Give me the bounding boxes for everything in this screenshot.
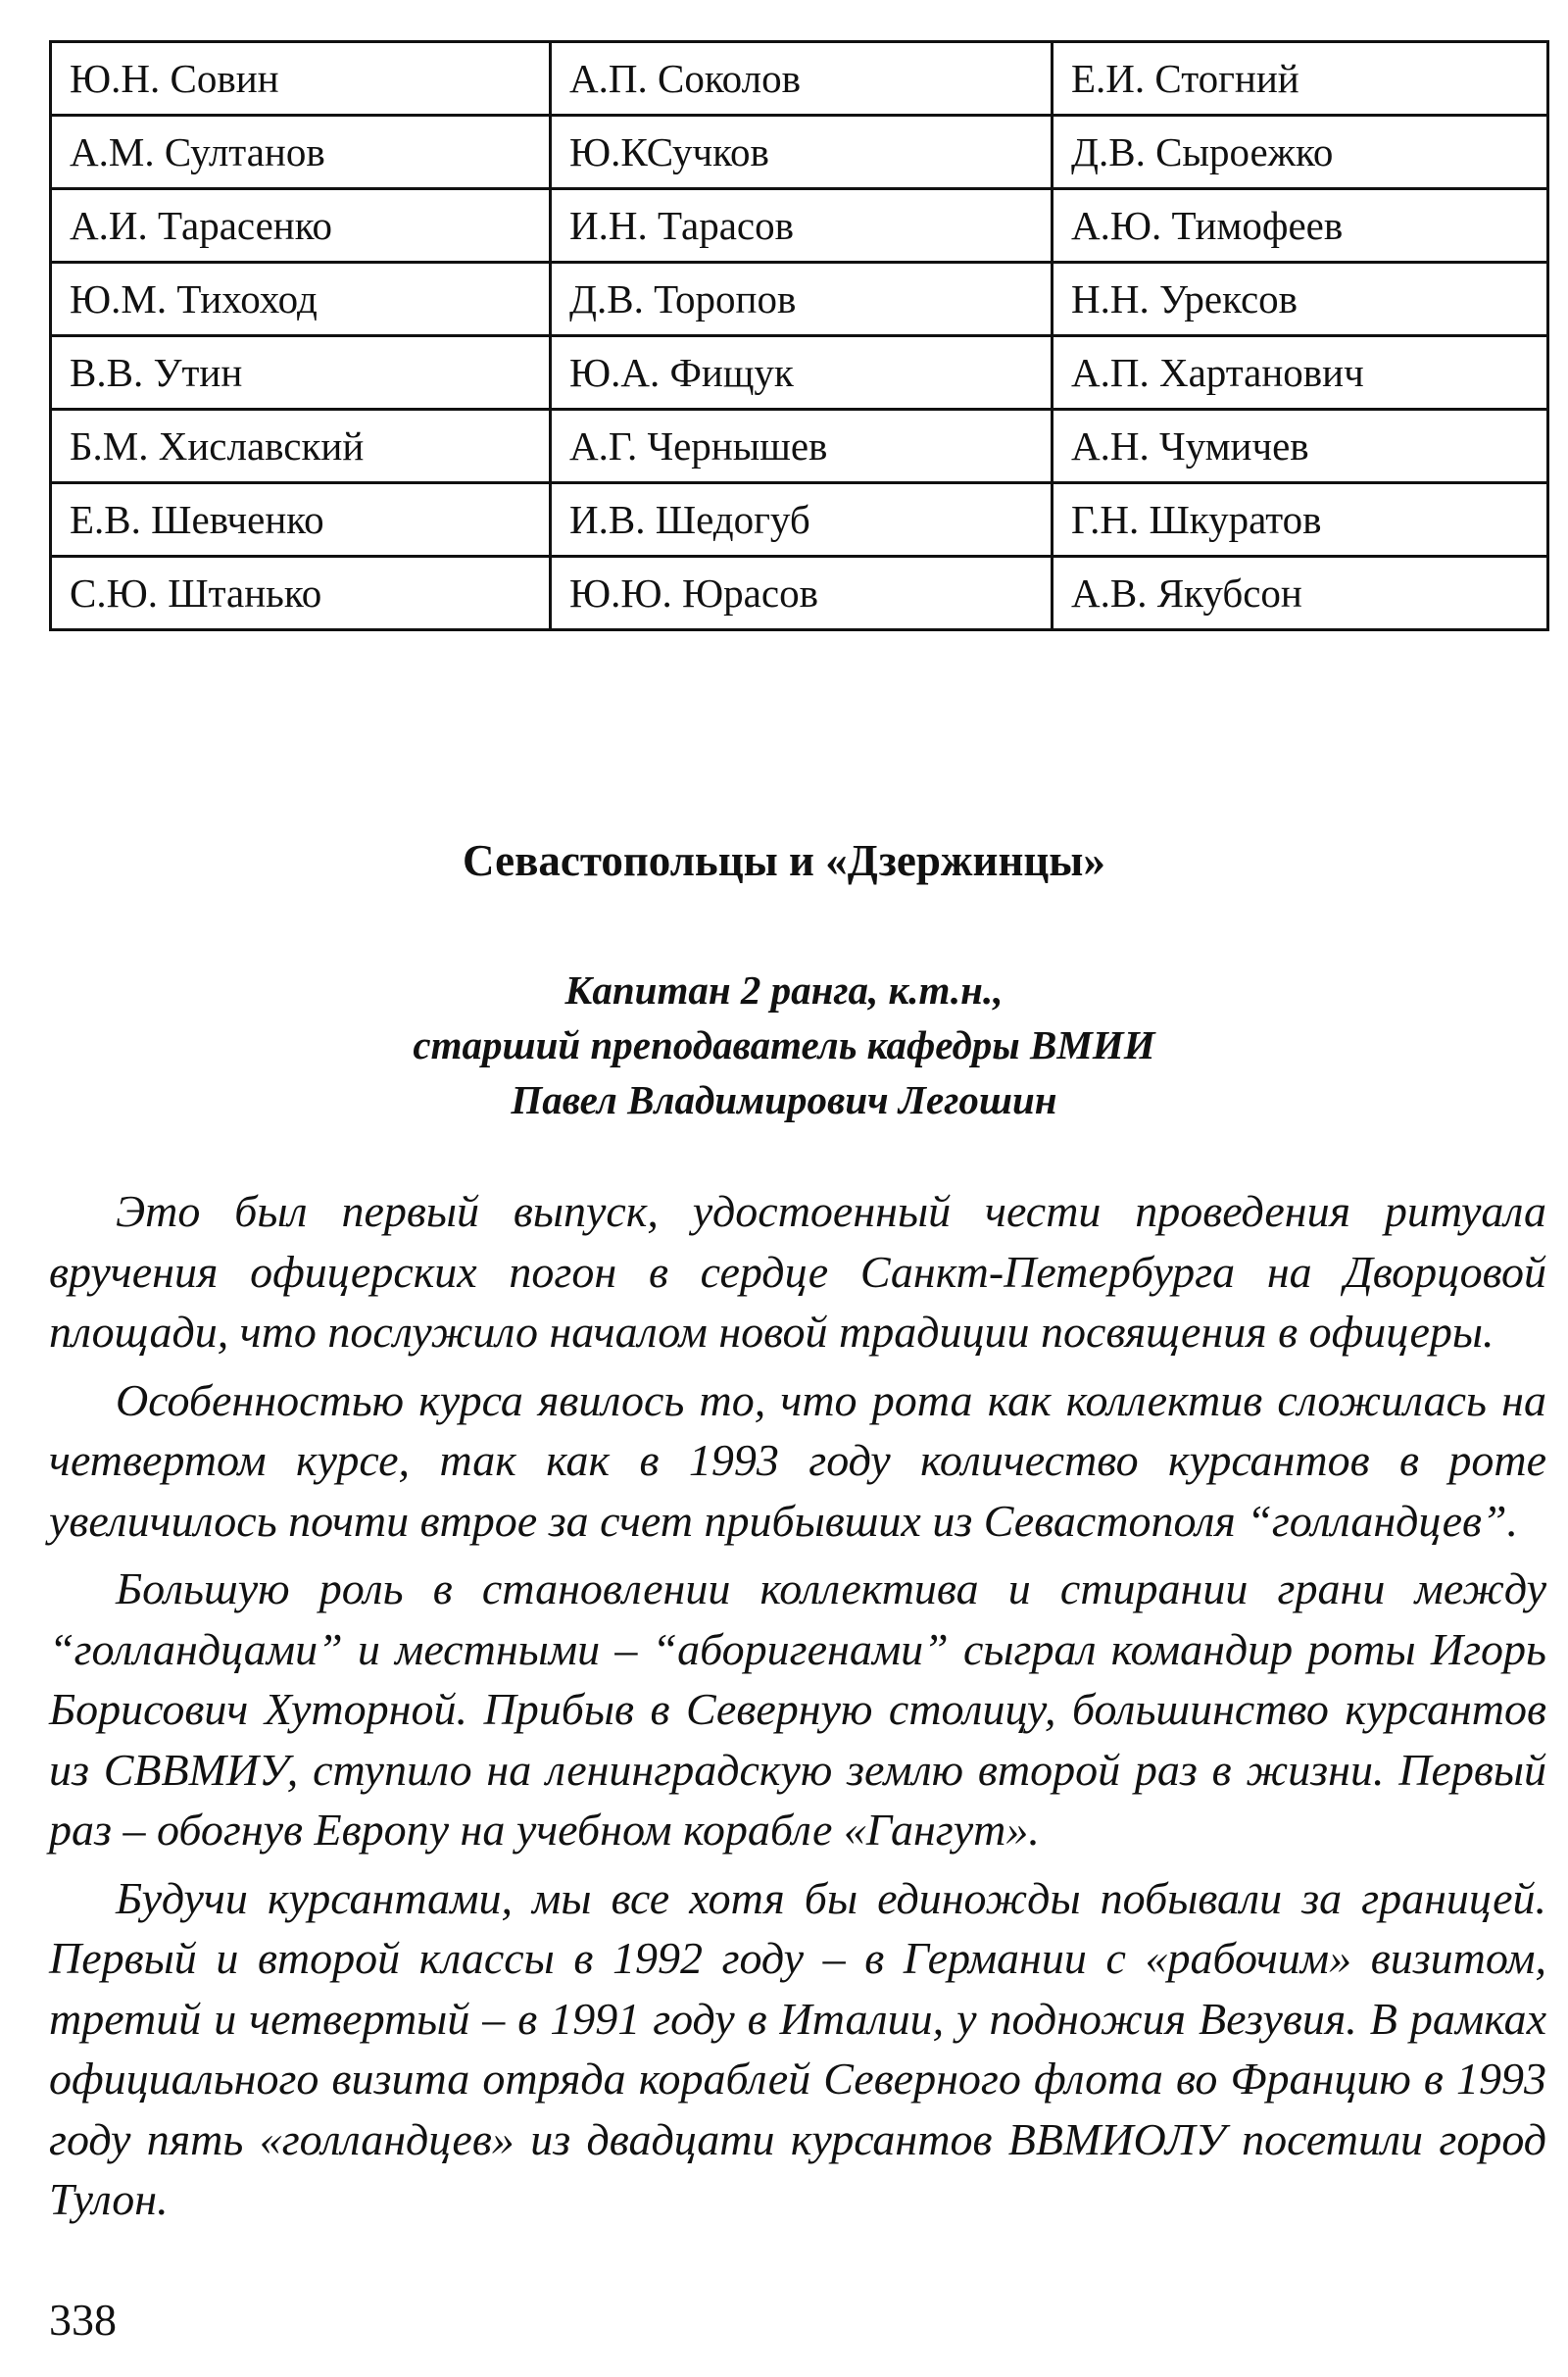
table-cell: В.В. Утин <box>51 336 551 410</box>
paragraph: Это был первый выпуск, удостоенный чести проведения ритуала вручения офицерских погон в сердце Санкт-Петербурга на Дворцовой площади, что послужило началом новой традиции посвящения в офицеры. <box>49 1186 1546 1357</box>
names-table <box>49 40 1549 631</box>
table-cell: А.В. Якубсон <box>1053 557 1548 630</box>
table-row <box>51 42 1548 116</box>
table-row <box>51 189 1548 263</box>
table-cell: А.П. Соколов <box>551 42 1053 116</box>
table-cell: И.В. Шедогуб <box>551 483 1053 557</box>
author-byline <box>0 963 1568 1127</box>
table-cell: Ю.М. Тихоход <box>51 263 551 336</box>
table-row <box>51 116 1548 189</box>
table-row <box>51 263 1548 336</box>
table-cell: Ю.КСучков <box>551 116 1053 189</box>
table-cell: Д.В. Торопов <box>551 263 1053 336</box>
paragraph: Будучи курсантами, мы все хотя бы единожды побывали за границей. Первый и второй классы в 1992 году – в Германии с «рабочим» визитом, третий и четвертый – в 1991 году в Италии, у подножия Везувия. В рамках официального визита отряда кораблей Северного флота во Францию в 1993 году пять «голландцев» из двадцати курсантов ВВМИОЛУ посетили город Тулон. <box>49 1872 1546 2224</box>
table-cell: А.И. Тарасенко <box>51 189 551 263</box>
table-cell: А.Ю. Тимофеев <box>1053 189 1548 263</box>
author-position: старший преподаватель кафедры ВМИИ <box>413 1022 1155 1067</box>
table-row <box>51 410 1548 483</box>
table-row <box>51 336 1548 410</box>
page-number: 338 <box>49 2295 117 2345</box>
author-name: Павел Владимирович Легошин <box>511 1077 1057 1122</box>
table-cell: Д.В. Сыроежко <box>1053 116 1548 189</box>
table-cell: А.П. Хартанович <box>1053 336 1548 410</box>
author-rank: Капитан 2 ранга, к.т.н., <box>564 967 1004 1013</box>
table-row <box>51 483 1548 557</box>
table-cell: Ю.Ю. Юрасов <box>551 557 1053 630</box>
table-cell: С.Ю. Штанько <box>51 557 551 630</box>
table-cell: Ю.Н. Совин <box>51 42 551 116</box>
article-body <box>49 1181 1546 2238</box>
table-cell: Г.Н. Шкуратов <box>1053 483 1548 557</box>
table-cell: А.Н. Чумичев <box>1053 410 1548 483</box>
table-cell: Б.М. Хиславский <box>51 410 551 483</box>
table-cell: Е.И. Стогний <box>1053 42 1548 116</box>
paragraph: Особенностью курса явилось то, что рота как коллектив сложилась на четвертом курсе, так как в 1993 году количество курсантов в роте увеличилось почти втрое за счет прибывших из Севастополя “голландцев”. <box>49 1374 1546 1546</box>
table-cell: Ю.А. Фищук <box>551 336 1053 410</box>
table-cell: Н.Н. Урексов <box>1053 263 1548 336</box>
paragraph: Большую роль в становлении коллектива и стирании грани между “голландцами” и местными – “аборигенами” сыграл командир роты Игорь Борисович Хуторной. Прибыв в Северную столицу, большинство курсантов из СВВМИУ, ступило на ленинградскую землю второй раз в жизни. Первый раз – обогнув Европу на учебном корабле «Гангут». <box>49 1563 1546 1855</box>
table-cell: А.Г. Чернышев <box>551 410 1053 483</box>
table-cell: А.М. Султанов <box>51 116 551 189</box>
table-cell: Е.В. Шевченко <box>51 483 551 557</box>
table-cell: И.Н. Тарасов <box>551 189 1053 263</box>
table-row <box>51 557 1548 630</box>
article-title: Севастопольцы и «Дзержинцы» <box>463 836 1105 885</box>
